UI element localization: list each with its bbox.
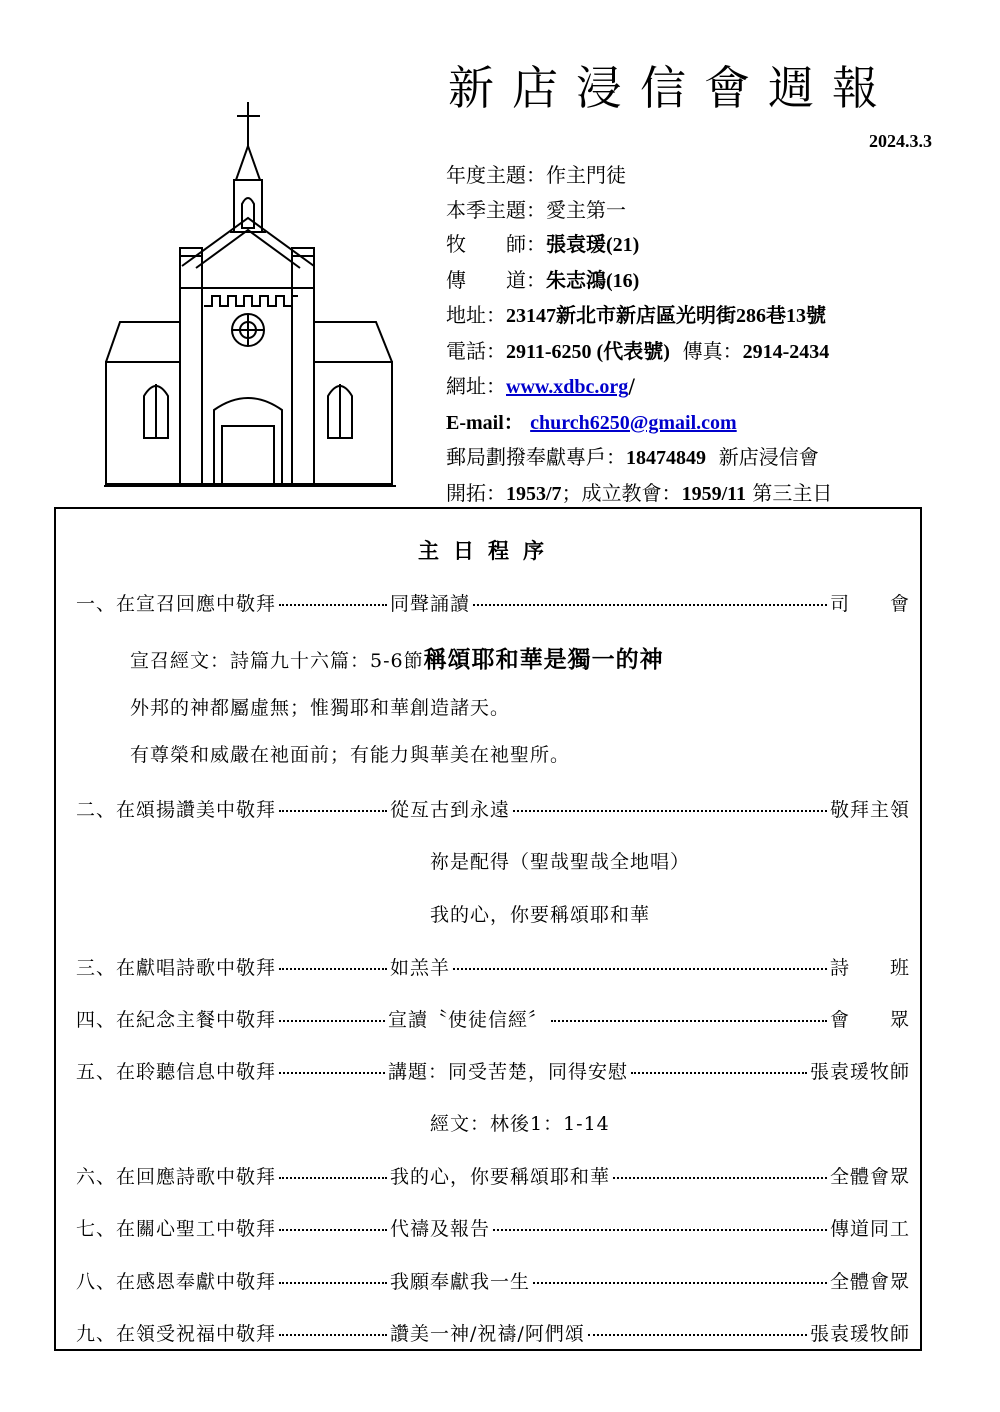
- leader-dots: [279, 1334, 387, 1336]
- pastor-label: 牧 師：: [446, 232, 546, 256]
- row-name: 在領受祝福中敬拜: [116, 1323, 277, 1345]
- row-item: 從亙古到永遠: [390, 799, 511, 821]
- call-scripture-heading: 稱頌耶和華是獨一的神: [423, 646, 664, 673]
- leader-dots: [279, 1229, 387, 1231]
- sermon-scripture: 經文：林後1：1-14: [430, 1113, 610, 1135]
- program-row-7: [76, 1214, 910, 1241]
- praise-song-2: 祢是配得（聖哉聖哉全地唱）: [430, 851, 691, 873]
- established-label: ；成立教會：: [561, 480, 682, 505]
- email-row: [446, 405, 832, 441]
- leader-dots: [279, 1072, 385, 1074]
- leader-dots: [279, 1177, 387, 1179]
- row-item: 讚美一神/祝禱/阿們頌: [390, 1323, 585, 1345]
- program-title: 主日程序: [418, 538, 558, 563]
- fax-label: 傳真：: [682, 338, 743, 363]
- leader-dots: [279, 1020, 385, 1022]
- program-row-3: [76, 953, 910, 980]
- row-person: 敬拜主領: [829, 799, 910, 821]
- address-label: 地址：: [446, 303, 506, 327]
- postal-row: [446, 440, 832, 476]
- address-value: 23147新北市新店區光明街286巷13號: [506, 305, 826, 327]
- row-person: 張袁瑗牧師: [809, 1323, 910, 1345]
- established-value: 1959/11: [681, 482, 747, 505]
- program-row-8: [76, 1267, 910, 1294]
- call-line-1: 外邦的神都屬虛無；惟獨耶和華創造諸天。: [130, 697, 511, 719]
- phone-label: 電話：: [446, 338, 506, 363]
- leader-dots: [493, 1229, 827, 1231]
- row-name: 在感恩奉獻中敬拜: [116, 1271, 277, 1293]
- program-row-4: [76, 1005, 910, 1032]
- fax-value: 2914-2434: [742, 340, 830, 363]
- row-name: 在關心聖工中敬拜: [116, 1218, 277, 1240]
- church-illustration: [104, 100, 396, 488]
- row-item: 宣讀〝使徒信經〞: [388, 1009, 549, 1031]
- program-box: [54, 507, 922, 1351]
- phone-row: [446, 334, 832, 370]
- evangelist-label: 傳 道：: [446, 267, 546, 292]
- row-name: 在頌揚讚美中敬拜: [116, 799, 277, 821]
- email-label: E-mail：: [446, 411, 524, 434]
- postal-label: 郵局劃撥奉獻專戶：: [446, 445, 626, 469]
- row-person: 詩 班: [829, 957, 910, 979]
- leader-dots: [613, 1177, 827, 1179]
- leader-dots: [513, 810, 827, 812]
- program-row-1: [76, 589, 910, 616]
- phone-value: 2911-6250 (代表號): [506, 340, 670, 363]
- address-row: [446, 298, 832, 334]
- leader-dots: [631, 1072, 807, 1074]
- bulletin-title: 新店浸信會週報: [448, 61, 896, 115]
- row-number: 九、: [76, 1323, 117, 1345]
- row-item: 我的心，你要稱頌耶和華: [390, 1166, 611, 1188]
- evangelist-value: 朱志鴻(16): [546, 269, 640, 292]
- row-number: 五、: [76, 1061, 117, 1083]
- leader-dots: [533, 1282, 827, 1284]
- row-item: 講題：同受苦楚，同得安慰: [388, 1061, 629, 1083]
- call-line-2: 有尊榮和威嚴在祂面前；有能力與華美在祂聖所。: [130, 744, 571, 766]
- row-number: 七、: [76, 1218, 117, 1240]
- evangelist-row: [446, 263, 832, 299]
- row-person: 全體會眾: [829, 1166, 910, 1188]
- postal-name: 新店浸信會: [718, 445, 819, 469]
- row-number: 三、: [76, 957, 117, 979]
- pastor-row: [446, 227, 832, 263]
- row-person: 會 眾: [829, 1009, 910, 1031]
- praise-song-3: 我的心，你要稱頌耶和華: [430, 904, 651, 926]
- row-name: 在聆聽信息中敬拜: [116, 1061, 277, 1083]
- row-name: 在回應詩歌中敬拜: [116, 1166, 277, 1188]
- call-scripture: [130, 641, 664, 674]
- row-person: 全體會眾: [829, 1271, 910, 1293]
- postal-value: 18474849: [626, 447, 706, 469]
- leader-dots: [279, 1282, 387, 1284]
- row-item: 如羔羊: [390, 957, 451, 979]
- row-item: 我願奉獻我一生: [390, 1271, 531, 1293]
- annual-theme: 年度主題：作主門徒: [446, 163, 626, 187]
- row-number: 二、: [76, 799, 117, 821]
- row-person: 傳道同工: [829, 1218, 910, 1240]
- row-name: 在紀念主餐中敬拜: [116, 1009, 277, 1031]
- program-row-5: [76, 1057, 910, 1084]
- website-label: 網址：: [446, 374, 506, 398]
- row-person: 司 會: [829, 593, 910, 615]
- leader-dots: [551, 1020, 827, 1022]
- leader-dots: [473, 604, 827, 606]
- leader-dots: [453, 968, 827, 970]
- program-row-9: [76, 1319, 910, 1346]
- row-name: 在獻唱詩歌中敬拜: [116, 957, 277, 979]
- website-row: [446, 369, 832, 405]
- season-theme: 本季主題：愛主第一: [446, 197, 626, 222]
- row-name: 在宣召回應中敬拜: [116, 593, 277, 615]
- row-item: 代禱及報告: [390, 1218, 491, 1240]
- founded-label: 開拓：: [446, 480, 506, 505]
- sunday-label: 第三主日: [752, 480, 833, 505]
- program-row-2: [76, 795, 910, 822]
- row-number: 一、: [76, 593, 117, 615]
- row-item: 同聲誦讀: [390, 593, 471, 615]
- founded-row: [446, 476, 832, 512]
- row-number: 八、: [76, 1271, 117, 1293]
- program-row-6: [76, 1162, 910, 1189]
- leader-dots: [279, 604, 387, 606]
- founded-value: 1953/7: [506, 482, 562, 505]
- pastor-value: 張袁瑗(21): [546, 234, 640, 256]
- bulletin-date: 2024.3.3: [869, 131, 932, 151]
- leader-dots: [279, 810, 387, 812]
- website-suffix: /: [628, 374, 635, 398]
- church-info: [446, 158, 832, 511]
- website-link[interactable]: www.xdbc.org: [506, 376, 629, 398]
- leader-dots: [279, 968, 387, 970]
- call-scripture-ref: 宣召經文：詩篇九十六篇：5-6節: [130, 650, 424, 672]
- row-person: 張袁瑗牧師: [809, 1061, 910, 1083]
- row-number: 六、: [76, 1166, 117, 1188]
- row-number: 四、: [76, 1009, 117, 1031]
- leader-dots: [588, 1334, 807, 1336]
- email-link[interactable]: church6250@gmail.com: [530, 411, 737, 434]
